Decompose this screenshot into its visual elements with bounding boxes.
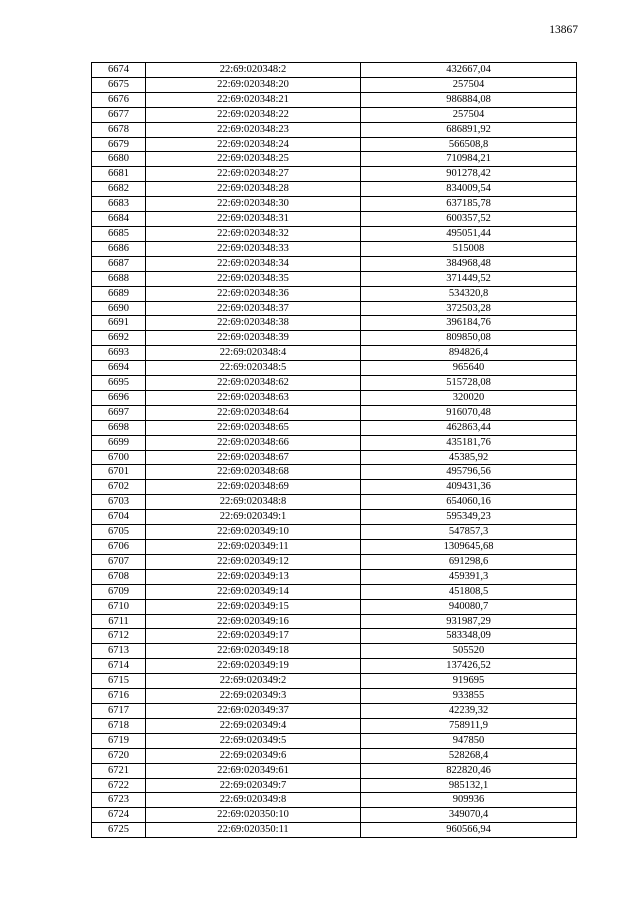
page-number: 13867 — [549, 24, 578, 36]
table-row — [92, 107, 577, 122]
row-number-cell: 6679 — [92, 137, 146, 152]
value-cell: 528268,4 — [361, 748, 577, 763]
table-row — [92, 674, 577, 689]
value-cell: 495796,56 — [361, 465, 577, 480]
value-cell: 960566,94 — [361, 823, 577, 838]
value-cell: 349070,4 — [361, 808, 577, 823]
cadastral-number-cell: 22:69:020349:8 — [146, 793, 361, 808]
value-cell: 409431,36 — [361, 480, 577, 495]
table-row — [92, 703, 577, 718]
row-number-cell: 6700 — [92, 450, 146, 465]
row-number-cell: 6719 — [92, 733, 146, 748]
row-number-cell: 6711 — [92, 614, 146, 629]
row-number-cell: 6675 — [92, 77, 146, 92]
row-number-cell: 6687 — [92, 256, 146, 271]
table-row — [92, 212, 577, 227]
value-cell: 894826,4 — [361, 346, 577, 361]
value-cell: 1309645,68 — [361, 540, 577, 555]
row-number-cell: 6717 — [92, 703, 146, 718]
cadastral-number-cell: 22:69:020348:22 — [146, 107, 361, 122]
value-cell: 600357,52 — [361, 212, 577, 227]
row-number-cell: 6678 — [92, 122, 146, 137]
row-number-cell: 6699 — [92, 435, 146, 450]
value-cell: 462863,44 — [361, 420, 577, 435]
value-cell: 505520 — [361, 644, 577, 659]
value-cell: 583348,09 — [361, 629, 577, 644]
cadastral-number-cell: 22:69:020349:4 — [146, 718, 361, 733]
table-row — [92, 584, 577, 599]
table-row — [92, 77, 577, 92]
cadastral-number-cell: 22:69:020349:16 — [146, 614, 361, 629]
table-row — [92, 197, 577, 212]
cadastral-number-cell: 22:69:020349:17 — [146, 629, 361, 644]
table-row — [92, 376, 577, 391]
table-row — [92, 346, 577, 361]
cadastral-number-cell: 22:69:020348:69 — [146, 480, 361, 495]
cadastral-number-cell: 22:69:020349:12 — [146, 554, 361, 569]
value-cell: 459391,3 — [361, 569, 577, 584]
table-row — [92, 778, 577, 793]
cadastral-number-cell: 22:69:020349:6 — [146, 748, 361, 763]
cadastral-number-cell: 22:69:020348:23 — [146, 122, 361, 137]
table-row — [92, 823, 577, 838]
cadastral-number-cell: 22:69:020348:25 — [146, 152, 361, 167]
table-row — [92, 122, 577, 137]
value-cell: 654060,16 — [361, 495, 577, 510]
cadastral-number-cell: 22:69:020348:5 — [146, 361, 361, 376]
row-number-cell: 6713 — [92, 644, 146, 659]
value-cell: 691298,6 — [361, 554, 577, 569]
cadastral-number-cell: 22:69:020349:3 — [146, 689, 361, 704]
row-number-cell: 6690 — [92, 301, 146, 316]
table-row — [92, 525, 577, 540]
row-number-cell: 6685 — [92, 226, 146, 241]
cadastral-number-cell: 22:69:020348:37 — [146, 301, 361, 316]
value-cell: 822820,46 — [361, 763, 577, 778]
row-number-cell: 6681 — [92, 167, 146, 182]
table-row — [92, 495, 577, 510]
cadastral-number-cell: 22:69:020349:2 — [146, 674, 361, 689]
table-row — [92, 331, 577, 346]
cadastral-number-cell: 22:69:020350:11 — [146, 823, 361, 838]
table-row — [92, 793, 577, 808]
value-cell: 940080,7 — [361, 599, 577, 614]
table-row — [92, 226, 577, 241]
value-cell: 919695 — [361, 674, 577, 689]
cadastral-number-cell: 22:69:020349:10 — [146, 525, 361, 540]
table-row — [92, 301, 577, 316]
row-number-cell: 6689 — [92, 286, 146, 301]
value-cell: 42239,32 — [361, 703, 577, 718]
cadastral-number-cell: 22:69:020348:31 — [146, 212, 361, 227]
row-number-cell: 6710 — [92, 599, 146, 614]
table-row — [92, 286, 577, 301]
row-number-cell: 6698 — [92, 420, 146, 435]
value-cell: 257504 — [361, 77, 577, 92]
row-number-cell: 6716 — [92, 689, 146, 704]
cadastral-number-cell: 22:69:020348:65 — [146, 420, 361, 435]
row-number-cell: 6674 — [92, 63, 146, 78]
cadastral-number-cell: 22:69:020348:4 — [146, 346, 361, 361]
row-number-cell: 6712 — [92, 629, 146, 644]
value-cell: 515728,08 — [361, 376, 577, 391]
row-number-cell: 6694 — [92, 361, 146, 376]
value-cell: 45385,92 — [361, 450, 577, 465]
row-number-cell: 6682 — [92, 182, 146, 197]
table-row — [92, 405, 577, 420]
row-number-cell: 6708 — [92, 569, 146, 584]
cadastral-number-cell: 22:69:020349:19 — [146, 659, 361, 674]
table-row — [92, 733, 577, 748]
cadastral-number-cell: 22:69:020348:34 — [146, 256, 361, 271]
row-number-cell: 6677 — [92, 107, 146, 122]
table-row — [92, 689, 577, 704]
value-cell: 758911,9 — [361, 718, 577, 733]
value-cell: 931987,29 — [361, 614, 577, 629]
table-row — [92, 167, 577, 182]
row-number-cell: 6697 — [92, 405, 146, 420]
value-cell: 809850,08 — [361, 331, 577, 346]
row-number-cell: 6706 — [92, 540, 146, 555]
table-row — [92, 271, 577, 286]
value-cell: 985132,1 — [361, 778, 577, 793]
cadastral-number-cell: 22:69:020348:35 — [146, 271, 361, 286]
value-cell: 396184,76 — [361, 316, 577, 331]
row-number-cell: 6683 — [92, 197, 146, 212]
cadastral-number-cell: 22:69:020350:10 — [146, 808, 361, 823]
value-cell: 710984,21 — [361, 152, 577, 167]
table-row — [92, 137, 577, 152]
row-number-cell: 6703 — [92, 495, 146, 510]
cadastral-number-cell: 22:69:020348:30 — [146, 197, 361, 212]
row-number-cell: 6718 — [92, 718, 146, 733]
row-number-cell: 6720 — [92, 748, 146, 763]
value-cell: 320020 — [361, 390, 577, 405]
value-cell: 435181,76 — [361, 435, 577, 450]
cadastral-number-cell: 22:69:020348:32 — [146, 226, 361, 241]
value-cell: 371449,52 — [361, 271, 577, 286]
table-row — [92, 465, 577, 480]
row-number-cell: 6691 — [92, 316, 146, 331]
cadastral-number-cell: 22:69:020348:2 — [146, 63, 361, 78]
cadastral-number-cell: 22:69:020349:61 — [146, 763, 361, 778]
table-row — [92, 316, 577, 331]
value-cell: 686891,92 — [361, 122, 577, 137]
row-number-cell: 6724 — [92, 808, 146, 823]
value-cell: 566508,8 — [361, 137, 577, 152]
value-cell: 451808,5 — [361, 584, 577, 599]
cadastral-number-cell: 22:69:020349:15 — [146, 599, 361, 614]
value-cell: 595349,23 — [361, 510, 577, 525]
table-row — [92, 540, 577, 555]
table-row — [92, 614, 577, 629]
table-row — [92, 599, 577, 614]
cadastral-number-cell: 22:69:020349:13 — [146, 569, 361, 584]
table-row — [92, 92, 577, 107]
cadastral-number-cell: 22:69:020348:24 — [146, 137, 361, 152]
row-number-cell: 6704 — [92, 510, 146, 525]
cadastral-number-cell: 22:69:020349:7 — [146, 778, 361, 793]
value-cell: 834009,54 — [361, 182, 577, 197]
cadastral-number-cell: 22:69:020348:68 — [146, 465, 361, 480]
row-number-cell: 6722 — [92, 778, 146, 793]
cadastral-number-cell: 22:69:020348:27 — [146, 167, 361, 182]
value-cell: 637185,78 — [361, 197, 577, 212]
table-row — [92, 718, 577, 733]
value-cell: 909936 — [361, 793, 577, 808]
value-cell: 916070,48 — [361, 405, 577, 420]
cadastral-number-cell: 22:69:020348:21 — [146, 92, 361, 107]
row-number-cell: 6693 — [92, 346, 146, 361]
table-row — [92, 659, 577, 674]
cadastral-number-cell: 22:69:020348:67 — [146, 450, 361, 465]
cadastral-number-cell: 22:69:020349:18 — [146, 644, 361, 659]
table-row — [92, 808, 577, 823]
cadastral-number-cell: 22:69:020348:62 — [146, 376, 361, 391]
table-row — [92, 63, 577, 78]
row-number-cell: 6695 — [92, 376, 146, 391]
row-number-cell: 6686 — [92, 241, 146, 256]
table-row — [92, 435, 577, 450]
cadastral-number-cell: 22:69:020349:37 — [146, 703, 361, 718]
value-cell: 947850 — [361, 733, 577, 748]
row-number-cell: 6714 — [92, 659, 146, 674]
table-row — [92, 152, 577, 167]
cadastral-number-cell: 22:69:020348:38 — [146, 316, 361, 331]
table-row — [92, 554, 577, 569]
row-number-cell: 6676 — [92, 92, 146, 107]
cadastral-number-cell: 22:69:020348:20 — [146, 77, 361, 92]
row-number-cell: 6688 — [92, 271, 146, 286]
row-number-cell: 6705 — [92, 525, 146, 540]
value-cell: 372503,28 — [361, 301, 577, 316]
value-cell: 986884,08 — [361, 92, 577, 107]
cadastral-number-cell: 22:69:020348:28 — [146, 182, 361, 197]
value-cell: 547857,3 — [361, 525, 577, 540]
table-row — [92, 450, 577, 465]
row-number-cell: 6721 — [92, 763, 146, 778]
row-number-cell: 6701 — [92, 465, 146, 480]
cadastral-number-cell: 22:69:020348:63 — [146, 390, 361, 405]
row-number-cell: 6702 — [92, 480, 146, 495]
value-cell: 137426,52 — [361, 659, 577, 674]
row-number-cell: 6709 — [92, 584, 146, 599]
row-number-cell: 6684 — [92, 212, 146, 227]
value-cell: 432667,04 — [361, 63, 577, 78]
table-body — [92, 63, 577, 838]
table-row — [92, 644, 577, 659]
table-row — [92, 361, 577, 376]
value-cell: 534320,8 — [361, 286, 577, 301]
value-cell: 965640 — [361, 361, 577, 376]
value-cell: 384968,48 — [361, 256, 577, 271]
cadastral-number-cell: 22:69:020349:1 — [146, 510, 361, 525]
table-row — [92, 510, 577, 525]
table-row — [92, 748, 577, 763]
row-number-cell: 6707 — [92, 554, 146, 569]
table-row — [92, 256, 577, 271]
value-cell: 515008 — [361, 241, 577, 256]
cadastral-number-cell: 22:69:020348:33 — [146, 241, 361, 256]
value-cell: 901278,42 — [361, 167, 577, 182]
table-row — [92, 420, 577, 435]
table-row — [92, 241, 577, 256]
cadastral-value-table — [91, 62, 577, 838]
row-number-cell: 6680 — [92, 152, 146, 167]
row-number-cell: 6725 — [92, 823, 146, 838]
row-number-cell: 6723 — [92, 793, 146, 808]
cadastral-number-cell: 22:69:020348:64 — [146, 405, 361, 420]
value-cell: 933855 — [361, 689, 577, 704]
table-row — [92, 182, 577, 197]
table-row — [92, 390, 577, 405]
cadastral-number-cell: 22:69:020348:39 — [146, 331, 361, 346]
row-number-cell: 6696 — [92, 390, 146, 405]
row-number-cell: 6715 — [92, 674, 146, 689]
cadastral-number-cell: 22:69:020348:66 — [146, 435, 361, 450]
cadastral-number-cell: 22:69:020348:8 — [146, 495, 361, 510]
cadastral-number-cell: 22:69:020348:36 — [146, 286, 361, 301]
cadastral-number-cell: 22:69:020349:5 — [146, 733, 361, 748]
value-cell: 495051,44 — [361, 226, 577, 241]
cadastral-number-cell: 22:69:020349:14 — [146, 584, 361, 599]
table-row — [92, 629, 577, 644]
value-cell: 257504 — [361, 107, 577, 122]
table-row — [92, 569, 577, 584]
row-number-cell: 6692 — [92, 331, 146, 346]
table-row — [92, 480, 577, 495]
cadastral-number-cell: 22:69:020349:11 — [146, 540, 361, 555]
table-row — [92, 763, 577, 778]
